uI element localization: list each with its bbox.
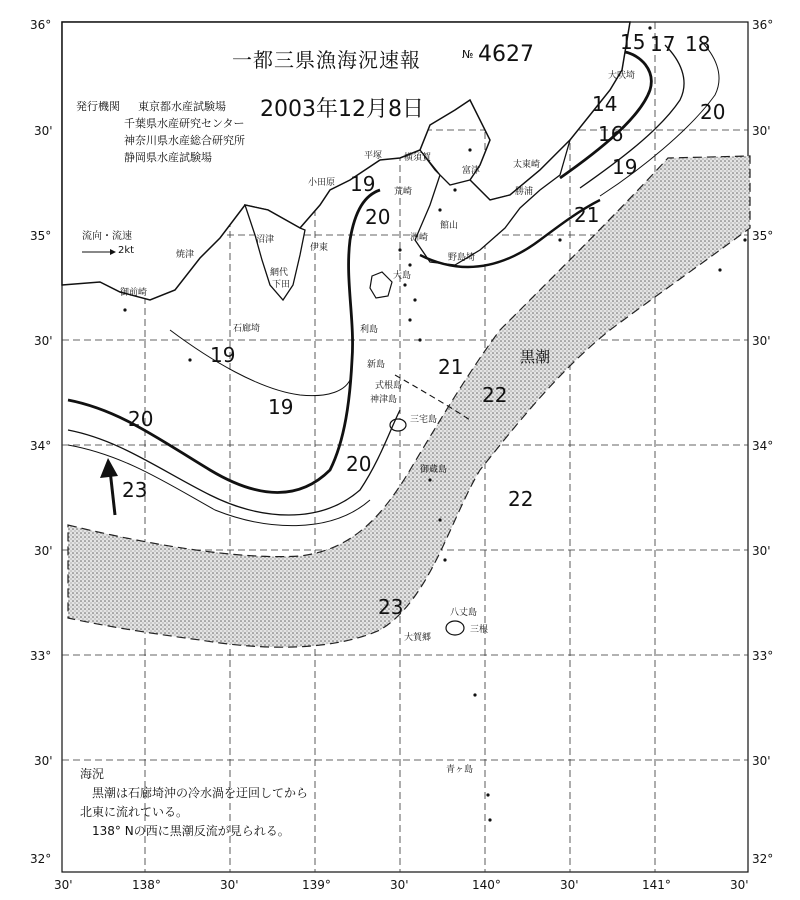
place-label: 沼津 (256, 235, 275, 245)
isotherm-label: 23 (122, 478, 148, 502)
report-title: 一都三県漁海況速報 (232, 48, 421, 72)
isotherm-label: 21 (574, 203, 600, 227)
isotherm-label: 23 (378, 595, 404, 619)
place-label: 八丈島 (450, 608, 478, 618)
notes-heading: 海況 (80, 767, 105, 781)
lon-label: 138° (132, 878, 161, 892)
lat-label: 33° (30, 649, 52, 663)
institution-shizuoka: 静岡県水産試験場 (124, 151, 212, 164)
place-label: 神津島 (370, 395, 398, 405)
flow-legend-label: 流向・流速 (82, 231, 132, 242)
place-label: 太東崎 (513, 160, 541, 170)
lat-label: 33° (752, 649, 774, 663)
lon-label: 141° (642, 878, 671, 892)
place-label: 館山 (440, 221, 459, 231)
place-label: 荒崎 (394, 187, 413, 197)
lon-label: 30' (220, 878, 239, 892)
lat-label: 30' (34, 754, 53, 768)
place-label: 横須賀 (404, 153, 432, 163)
kuroshio-label: 黒潮 (520, 348, 551, 366)
place-label: 下田 (272, 280, 291, 290)
lat-label: 35° (752, 229, 774, 243)
place-label: 野島埼 (448, 253, 476, 263)
notes-line: 黒潮は石廊埼沖の冷水渦を迂回してから (92, 786, 309, 800)
lat-label: 30' (752, 754, 771, 768)
isotherm-label: 19 (268, 395, 294, 419)
lon-label: 30' (560, 878, 579, 892)
lat-label: 36° (30, 18, 52, 32)
issuer-label: 発行機関 (76, 100, 120, 113)
isotherm-label: 14 (592, 92, 618, 116)
institution-chiba: 千葉県水産研究センター (124, 117, 245, 130)
place-label: 利島 (360, 325, 379, 335)
lat-label: 30' (752, 544, 771, 558)
institution-tokyo: 東京都水産試験場 (138, 100, 226, 113)
report-date: 2003年12月8日 (260, 97, 424, 122)
lon-label: 139° (302, 878, 331, 892)
place-label: 三宅島 (410, 415, 438, 425)
place-label: 青ヶ島 (446, 765, 474, 775)
isotherm-label: 15 (620, 30, 646, 54)
isotherm-label: 20 (128, 407, 154, 431)
place-label: 富津 (462, 166, 481, 176)
place-label: 新島 (367, 360, 386, 370)
lat-label: 30' (34, 124, 53, 138)
place-label: 大賀郷 (404, 633, 432, 643)
isotherm-label: 18 (685, 32, 711, 56)
lat-label: 36° (752, 18, 774, 32)
issue-number: 4627 (478, 42, 534, 67)
lon-label: 30' (730, 878, 749, 892)
lat-label: 32° (752, 852, 774, 866)
lon-label: 30' (54, 878, 73, 892)
place-label: 御蔵島 (420, 465, 448, 475)
issue-prefix: № (462, 48, 474, 61)
conditions-notes (80, 765, 308, 841)
isotherm-label: 22 (508, 487, 534, 511)
place-label: 大吠埼 (608, 71, 636, 81)
notes-line: 138° Nの西に黒潮反流が見られる。 (92, 824, 290, 838)
lat-label: 30' (34, 544, 53, 558)
isotherm-label: 20 (700, 100, 726, 124)
isotherm-label: 19 (210, 343, 236, 367)
place-label: 洲崎 (410, 233, 429, 243)
counter-current-arrow (100, 458, 118, 515)
lat-label: 30' (34, 334, 53, 348)
place-label: 式根島 (375, 381, 403, 391)
place-label: 御前崎 (120, 288, 148, 298)
place-label: 三根 (470, 625, 489, 635)
lat-label: 30' (752, 124, 771, 138)
lat-label: 35° (30, 229, 52, 243)
place-label: 焼津 (176, 250, 195, 260)
lon-label: 140° (472, 878, 501, 892)
place-label: 大島 (393, 271, 412, 281)
place-label: 伊東 (310, 243, 329, 253)
isotherm-label: 16 (598, 122, 624, 146)
place-label: 勝浦 (515, 187, 534, 197)
lat-label: 30' (752, 334, 771, 348)
place-label: 小田原 (308, 178, 336, 188)
isotherm-label: 21 (438, 355, 464, 379)
lon-label: 30' (390, 878, 409, 892)
isotherm-label: 22 (482, 383, 508, 407)
lat-label: 34° (30, 439, 52, 453)
lat-label: 34° (752, 439, 774, 453)
institution-kanagawa: 神奈川県水産総合研究所 (124, 134, 245, 147)
place-label: 網代 (270, 268, 289, 278)
place-label: 石廊埼 (233, 324, 261, 334)
notes-line: 北東に流れている。 (80, 805, 189, 819)
isotherm-label: 20 (365, 205, 391, 229)
isotherm-label: 19 (612, 155, 638, 179)
lat-label: 32° (30, 852, 52, 866)
isotherm-label: 20 (346, 452, 372, 476)
place-label: 平塚 (364, 151, 383, 161)
isotherm-label: 17 (650, 32, 676, 56)
isotherm-label: 19 (350, 172, 376, 196)
flow-legend-speed: 2kt (118, 245, 135, 256)
